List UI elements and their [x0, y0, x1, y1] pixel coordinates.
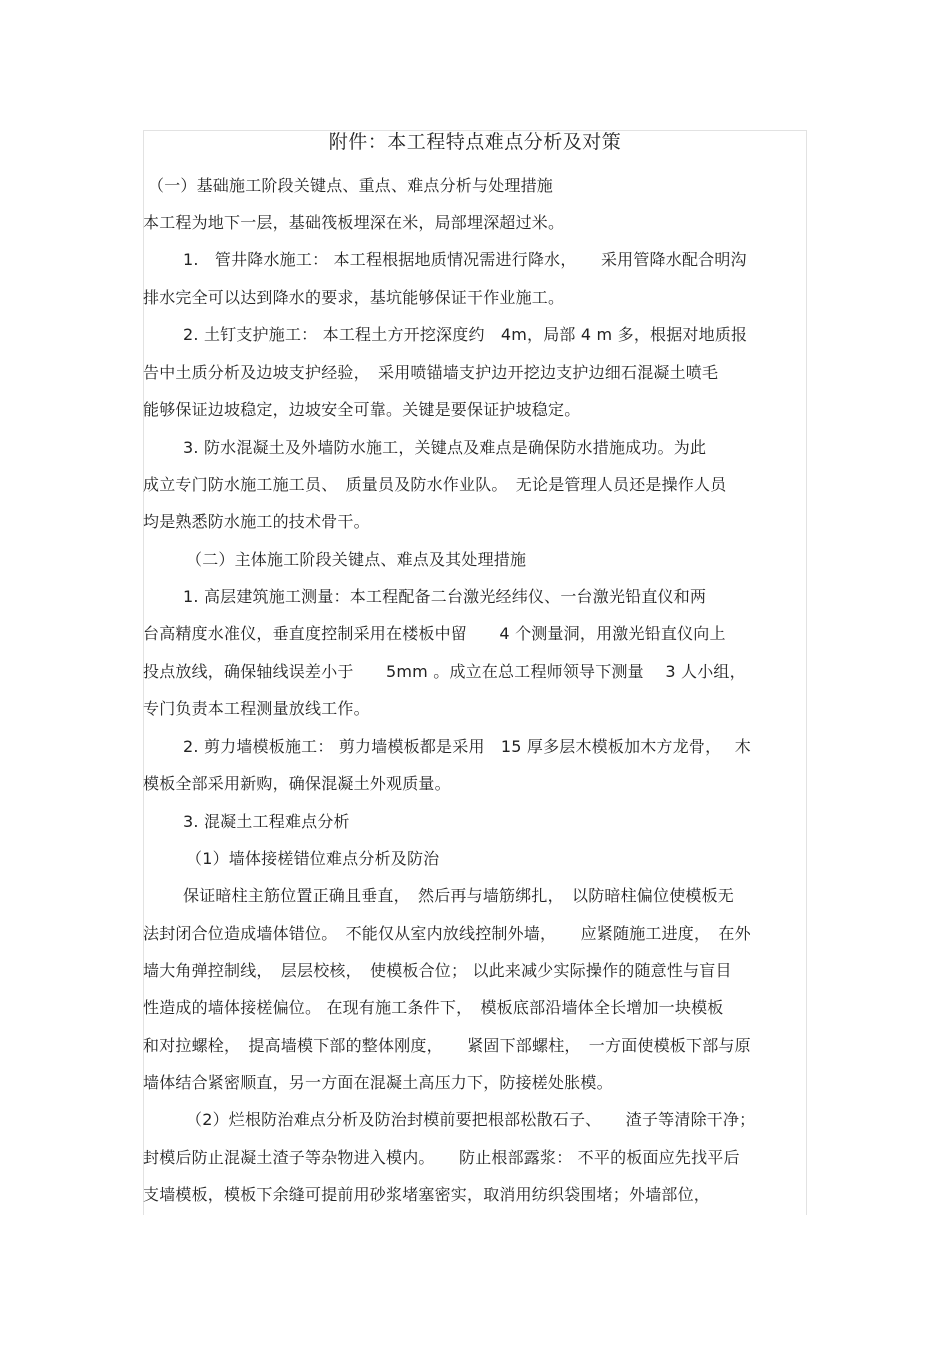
paragraph-line	[143, 398, 580, 422]
text-line: 2. 剪力墙模板施工： 剪力墙模板都是采用 15 厚多层木模板加木方龙骨， 木	[183, 737, 751, 756]
paragraph-line	[143, 1146, 740, 1170]
paragraph-line	[143, 660, 746, 684]
paragraph-line	[143, 361, 718, 385]
paragraph-line	[183, 436, 706, 460]
text-line: 2. 土钉支护施工： 本工程土方开挖深度约 4m，局部 4 m 多，根据对地质报	[183, 325, 748, 344]
paragraph-line	[143, 1071, 613, 1095]
text-line: 法封闭合位造成墙体错位。 不能仅从室内放线控制外墙， 应紧随施工进度， 在外	[143, 924, 751, 943]
text-line: （一）基础施工阶段关键点、重点、难点分析与处理措施	[148, 176, 554, 195]
text-line: 保证暗柱主筋位置正确且垂直， 然后再与墙筋绑扎， 以防暗柱偏位使模板无	[183, 886, 735, 905]
section-heading-2	[186, 548, 526, 572]
text-line: 投点放线，确保轴线误差小于 5mm 。成立在总工程师领导下测量 3 人小组，	[143, 662, 746, 681]
text-line: 台高精度水准仪，垂直度控制采用在楼板中留 4 个测量洞，用激光铅直仪向上	[143, 624, 726, 643]
paragraph-line	[183, 248, 747, 272]
paragraph-line	[143, 1034, 751, 1058]
text-line: 和对拉螺栓， 提高墙模下部的整体刚度， 紧固下部螺柱， 一方面使模板下部与原	[143, 1036, 751, 1055]
paragraph-line	[183, 323, 747, 347]
text-line: 墙大角弹控制线， 层层校核， 使模板合位； 以此来减少实际操作的随意性与盲目	[143, 961, 732, 980]
paragraph-line	[183, 585, 706, 609]
paragraph-line	[143, 1183, 710, 1207]
text-line: 告中土质分析及边坡支护经验， 采用喷锚墙支护边开挖边支护边细石混凝土喷毛	[143, 363, 719, 382]
text-line: 3. 混凝土工程难点分析	[183, 812, 350, 831]
section-heading-1	[148, 174, 553, 198]
text-line: （2）烂根防治难点分析及防治封模前要把根部松散石子、 渣子等清除干净；	[186, 1110, 756, 1129]
text-line: 专门负责本工程测量放线工作。	[143, 699, 370, 718]
subsection-heading	[186, 847, 439, 871]
paragraph-line	[143, 473, 726, 497]
text-line: 1. 高层建筑施工测量：本工程配备二台激光经纬仪、一台激光铅直仪和两	[183, 587, 707, 606]
text-line: 墙体结合紧密顺直，另一方面在混凝土高压力下，防接槎处胀模。	[143, 1073, 613, 1092]
document-title: 附件：本工程特点难点分析及对策	[328, 131, 622, 153]
paragraph-line	[143, 772, 451, 796]
text-line: 性造成的墙体接槎偏位。 在现有施工条件下， 模板底部沿墙体全长增加一块模板	[143, 998, 724, 1017]
text-line: 均是熟悉防水施工的技术骨干。	[143, 512, 370, 531]
paragraph-line	[143, 211, 564, 235]
text-line: 模板全部采用新购，确保混凝土外观质量。	[143, 774, 451, 793]
text-line: 1. 管井降水施工： 本工程根据地质情况需进行降水， 采用管降水配合明沟	[183, 250, 747, 269]
paragraph-line	[143, 959, 732, 983]
text-line: 本工程为地下一层，基础筏板埋深在米，局部埋深超过米。	[143, 213, 565, 232]
text-line: 封模后防止混凝土渣子等杂物进入模内。 防止根部露浆： 不平的板面应先找平后	[143, 1148, 740, 1167]
text-line: 3. 防水混凝土及外墙防水施工，关键点及难点是确保防水措施成功。为此	[183, 438, 707, 457]
paragraph-line	[143, 286, 564, 310]
subsection-heading	[183, 810, 350, 834]
paragraph-line	[143, 922, 751, 946]
paragraph-line	[183, 884, 734, 908]
text-line: 支墙模板，模板下余缝可提前用砂浆堵塞密实，取消用纺织袋围堵；外墙部位，	[143, 1185, 711, 1204]
text-line: 能够保证边坡稳定，边坡安全可靠。关键是要保证护坡稳定。	[143, 400, 581, 419]
text-line: （二）主体施工阶段关键点、难点及其处理措施	[186, 550, 527, 569]
paragraph-line	[143, 510, 370, 534]
text-line: （1）墙体接槎错位难点分析及防治	[186, 849, 440, 868]
text-line: 排水完全可以达到降水的要求，基坑能够保证干作业施工。	[143, 288, 565, 307]
paragraph-line	[143, 622, 726, 646]
paragraph-line	[143, 996, 724, 1020]
text-line: 成立专门防水施工施工员、 质量员及防水作业队。 无论是管理人员还是操作人员	[143, 475, 727, 494]
paragraph-line	[143, 697, 370, 721]
paragraph-line	[186, 1108, 755, 1132]
paragraph-line	[183, 735, 751, 759]
